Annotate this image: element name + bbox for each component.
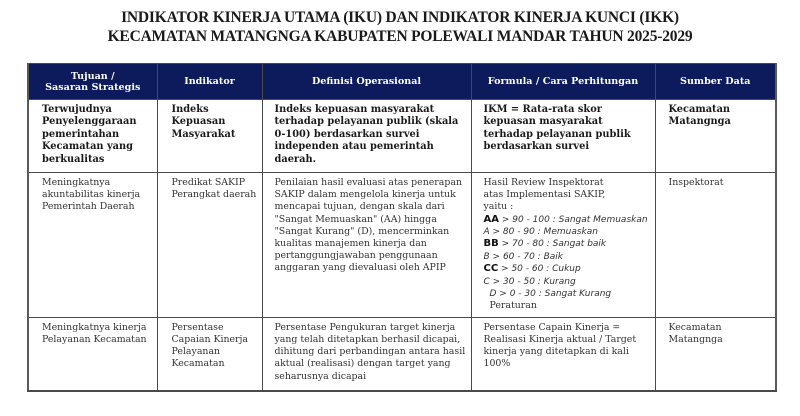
cell-formula bbox=[471, 173, 655, 318]
iku-table bbox=[27, 63, 777, 392]
scale-item bbox=[484, 251, 650, 263]
scale-grade: A bbox=[483, 227, 490, 238]
cell-definisi bbox=[262, 173, 471, 318]
formula-text: Persentase Capain Kinerja = Realisasi Kinerja aktual / Target kinerja yang ditetapkan di kali 100% bbox=[483, 321, 637, 370]
scale-range: > 70 - 80 : Sangat baik bbox=[498, 239, 607, 250]
definisi-text: Indeks kepuasan masyarakat terhadap pelayanan publik (skala 0-100) berdasarkan survei independen atau pemerintah daerah. bbox=[274, 104, 459, 165]
scale-range: > 80 - 90 : Memuaskan bbox=[489, 227, 598, 238]
sumber-text: Kecamatan Matangnga bbox=[668, 104, 731, 128]
table-row bbox=[28, 100, 776, 173]
cell-indikator bbox=[157, 173, 262, 318]
cell-tujuan bbox=[28, 317, 157, 391]
tujuan-text: Meningkatnya kinerja Pelayanan Kecamatan bbox=[42, 321, 147, 346]
cell-indikator bbox=[157, 100, 262, 173]
sumber-text: Kecamatan Matangnga bbox=[668, 321, 723, 346]
header-tujuan-line1: Tujuan / bbox=[70, 70, 115, 82]
document-title bbox=[0, 8, 800, 46]
scale-grade: CC bbox=[483, 263, 499, 275]
scale-item bbox=[484, 214, 650, 226]
cell-definisi bbox=[262, 100, 471, 173]
scale-item bbox=[484, 226, 650, 238]
header-tujuan bbox=[28, 64, 157, 100]
cell-indikator bbox=[157, 317, 262, 391]
scale-range: > 0 - 30 : Sangat Kurang bbox=[496, 289, 612, 300]
scale-range: > 50 - 60 : Cukup bbox=[498, 264, 581, 275]
table-header bbox=[28, 64, 776, 100]
header-indikator: Indikator bbox=[157, 64, 262, 100]
cell-tujuan bbox=[28, 100, 157, 173]
scale-grade: BB bbox=[483, 238, 499, 250]
definisi-text: Penilaian hasil evaluasi atas penerapan SAKIP dalam mengelola kinerja untuk mencapai tujuan, dengan skala dari "Sangat Memuaskan" (AA) hingga "Sangat Kurang" (D), mencerminkan kualitas manajemen kinerja dan pertanggungjawaban penggunaan anggaran yang dievaluasi oleh APIP bbox=[274, 177, 462, 274]
title-line-1: INDIKATOR KINERJA UTAMA (IKU) DAN INDIKATOR KINERJA KUNCI (IKK) bbox=[121, 9, 679, 26]
scale-item bbox=[484, 288, 650, 313]
cell-formula bbox=[471, 100, 655, 173]
cell-formula bbox=[471, 317, 655, 391]
scale-grade: AA bbox=[483, 213, 499, 225]
scale-item bbox=[484, 276, 650, 288]
cell-sumber bbox=[655, 317, 776, 391]
header-sumber: Sumber Data bbox=[655, 64, 776, 100]
definisi-text: Persentase Pengukuran target kinerja yang telah ditetapkan berhasil dicapai, dihitung dari perbandingan antara hasil aktual (realisasi) dengan target yang seharusnya dicapai bbox=[274, 321, 466, 382]
cell-sumber bbox=[655, 173, 776, 318]
header-tujuan-line2: Sasaran Strategis bbox=[45, 81, 141, 93]
formula-intro-line: Hasil Review Inspektorat bbox=[483, 177, 604, 188]
header-formula: Formula / Cara Perhitungan bbox=[471, 64, 655, 100]
scale-grade: B bbox=[483, 251, 490, 262]
indikator-text: Predikat SAKIP Perangkat daerah bbox=[171, 177, 257, 201]
title-line-2: KECAMATAN MATANGNGA KABUPATEN POLEWALI MANDAR TAHUN 2025-2029 bbox=[107, 28, 693, 45]
cell-tujuan bbox=[28, 173, 157, 318]
cell-sumber bbox=[655, 100, 776, 173]
scale-tail: Peraturan bbox=[489, 300, 537, 312]
header-definisi: Definisi Operasional bbox=[262, 64, 471, 100]
scale-range: > 90 - 100 : Sangat Memuaskan bbox=[498, 214, 648, 225]
cell-definisi bbox=[262, 317, 471, 391]
scale-range: > 60 - 70 : Baik bbox=[489, 251, 563, 262]
formula-intro-line: atas Implementasi SAKIP, bbox=[483, 189, 606, 201]
indikator-text: Persentase Capaian Kinerja Pelayanan Kecamatan bbox=[171, 321, 249, 370]
formula-intro-line: yaitu : bbox=[483, 201, 514, 213]
scale-grade: C bbox=[483, 276, 490, 287]
indikator-text: Indeks Kepuasan Masyarakat bbox=[171, 104, 236, 140]
formula-text: IKM = Rata-rata skor kepuasan masyarakat terhadap pelayanan publik berdasarkan survei bbox=[483, 104, 631, 153]
scale-item bbox=[484, 263, 650, 275]
scale-grade: D bbox=[489, 289, 497, 300]
table-row bbox=[28, 317, 776, 391]
scale-range: > 30 - 50 : Kurang bbox=[489, 276, 576, 287]
formula-content bbox=[472, 173, 655, 317]
scale-item bbox=[484, 238, 650, 250]
sumber-text: Inspektorat bbox=[668, 177, 724, 188]
tujuan-text: Meningkatnya akuntabilitas kinerja Pemerintah Daerah bbox=[42, 177, 141, 213]
tujuan-text: Terwujudnya Penyelenggaraan pemerintahan Kecamatan yang berkualitas bbox=[42, 104, 137, 165]
table-row bbox=[28, 173, 776, 318]
